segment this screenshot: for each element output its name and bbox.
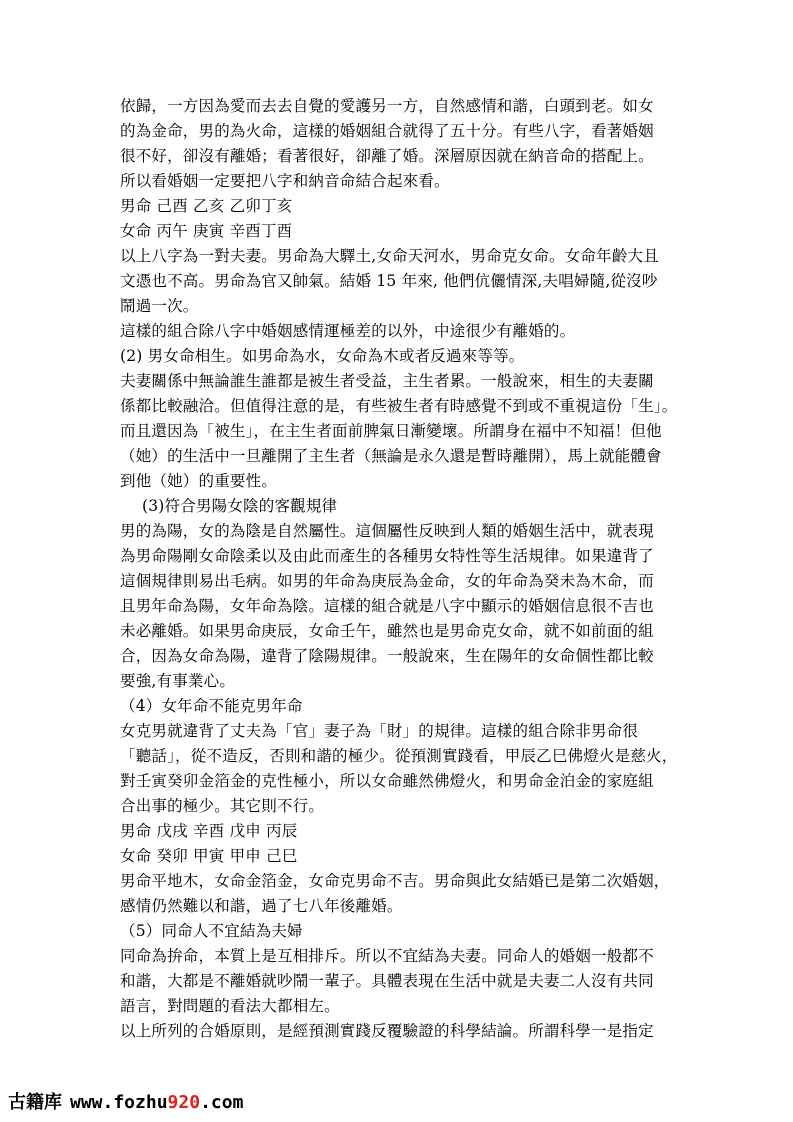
site-name: 古籍库: [8, 1092, 62, 1113]
text-line: 男的為陽，女的為陰是自然屬性。這個屬性反映到人類的婚姻生活中，就表現: [120, 522, 654, 540]
text-line: （4）女年命不能克男年命: [120, 697, 303, 715]
text-line: 和諧，大都是不離婚就吵鬧一輩子。具體表現在生活中就是夫妻二人沒有共同: [120, 972, 654, 990]
text-line: 且男年命為陽，女年命為陰。這樣的組合就是八字中顯示的婚姻信息很不吉也: [120, 597, 654, 615]
text-line: （5）同命人不宜結為夫婦: [120, 922, 303, 940]
site-url-prefix: www.fozhu: [70, 1092, 168, 1113]
text-line: 而且還因為「被生」，在主生者面前脾氣日漸變壞。所謂身在福中不知福！但他: [120, 422, 662, 440]
text-line: 同命為拚命，本質上是互相排斥。所以不宜結為夫妻。同命人的婚姻一般都不: [120, 947, 654, 965]
text-line: 這個規律則易出毛病。如男的年命為庚辰為金命，女的年命為癸未為木命，而: [120, 572, 654, 590]
text-line: 夫妻關係中無論誰生誰都是被生者受益，主生者累。一般說來，相生的夫妻關: [120, 372, 654, 390]
text-line: 「聽話」，從不造反，否則和諧的極少。從預測實踐看，甲辰乙巳佛燈火是慈火，: [120, 747, 678, 765]
text-line: 感情仍然難以和諧，過了七八年後離婚。: [120, 897, 403, 915]
text-line: 很不好，卻沒有離婚；看著很好，卻離了婚。深層原因就在納音命的搭配上。: [120, 147, 654, 165]
site-url-suffix: .com: [200, 1092, 244, 1113]
text-line: 女命 丙午 庚寅 辛酉丁酉: [120, 222, 293, 240]
text-line: 未必離婚。如果男命庚辰，女命壬午，雖然也是男命克女命，就不如前面的組: [120, 622, 654, 640]
text-line: 合出事的極少。其它則不行。: [120, 797, 325, 815]
text-line: 係都比較融洽。但值得注意的是，有些被生者有時感覺不到或不重視這份「生」。: [120, 397, 678, 415]
document-body: [120, 94, 680, 1044]
text-line: 依歸，一方因為愛而去去自覺的愛護另一方，自然感情和諧，白頭到老。如女: [120, 97, 654, 115]
text-line: (3)符合男陽女陰的客觀規律: [142, 497, 338, 515]
text-line: (2) 男女命相生。如男命為水，女命為木或者反過來等等。: [120, 347, 525, 365]
text-line: 的為金命，男的為火命，這樣的婚姻組合就得了五十分。有些八字，看著婚姻: [120, 122, 654, 140]
site-url-number: 920: [167, 1092, 201, 1113]
text-line: （她）的生活中一旦離開了主生者（無論是永久還是暫時離開），馬上就能體會: [120, 447, 662, 465]
text-line: 到他（她）的重要性。: [120, 472, 278, 490]
text-line: 合，因為女命為陽，違背了陰陽規律。一般說來，生在陽年的女命個性都比較: [120, 647, 654, 665]
text-line: 語言，對問題的看法大都相左。: [120, 997, 340, 1015]
text-line: 女命 癸卯 甲寅 甲申 己巳: [120, 847, 298, 865]
text-line: 所以看婚姻一定要把八字和納音命結合起來看。: [120, 172, 450, 190]
text-line: 要強,有事業心。: [120, 672, 236, 690]
text-line: 男命 己酉 乙亥 乙卯丁亥: [120, 197, 293, 215]
text-line: 鬧過一次。: [120, 297, 199, 315]
text-line: 為男命陽剛女命陰柔以及由此而產生的各種男女特性等生活規律。如果違背了: [120, 547, 654, 565]
text-line: 女克男就違背了丈夫為「官」妻子為「財」的規律。這樣的組合除非男命很: [120, 722, 639, 740]
text-line: 對壬寅癸卯金箔金的克性極小，所以女命雖然佛燈火，和男命金泊金的家庭組: [120, 772, 654, 790]
text-line: 男命平地木，女命金箔金，女命克男命不吉。男命與此女結婚已是第二次婚姻，: [120, 872, 670, 890]
text-line: 文憑也不高。男命為官又帥氣。結婚 15 年來, 他們伉儷情深,夫唱婦隨,從沒吵: [120, 272, 658, 290]
text-line: 這樣的組合除八字中婚姻感情運極差的以外，中途很少有離婚的。: [120, 322, 576, 340]
site-watermark-logo: [8, 1090, 243, 1116]
text-line: 以上所列的合婚原則，是經預測實踐反覆驗證的科學結論。所謂科學一是指定: [120, 1022, 654, 1040]
text-line: 以上八字為一對夫妻。男命為大驛土,女命天河水，男命克女命。女命年齡大且: [120, 247, 659, 265]
text-line: 男命 戊戌 辛酉 戊申 丙辰: [120, 822, 298, 840]
